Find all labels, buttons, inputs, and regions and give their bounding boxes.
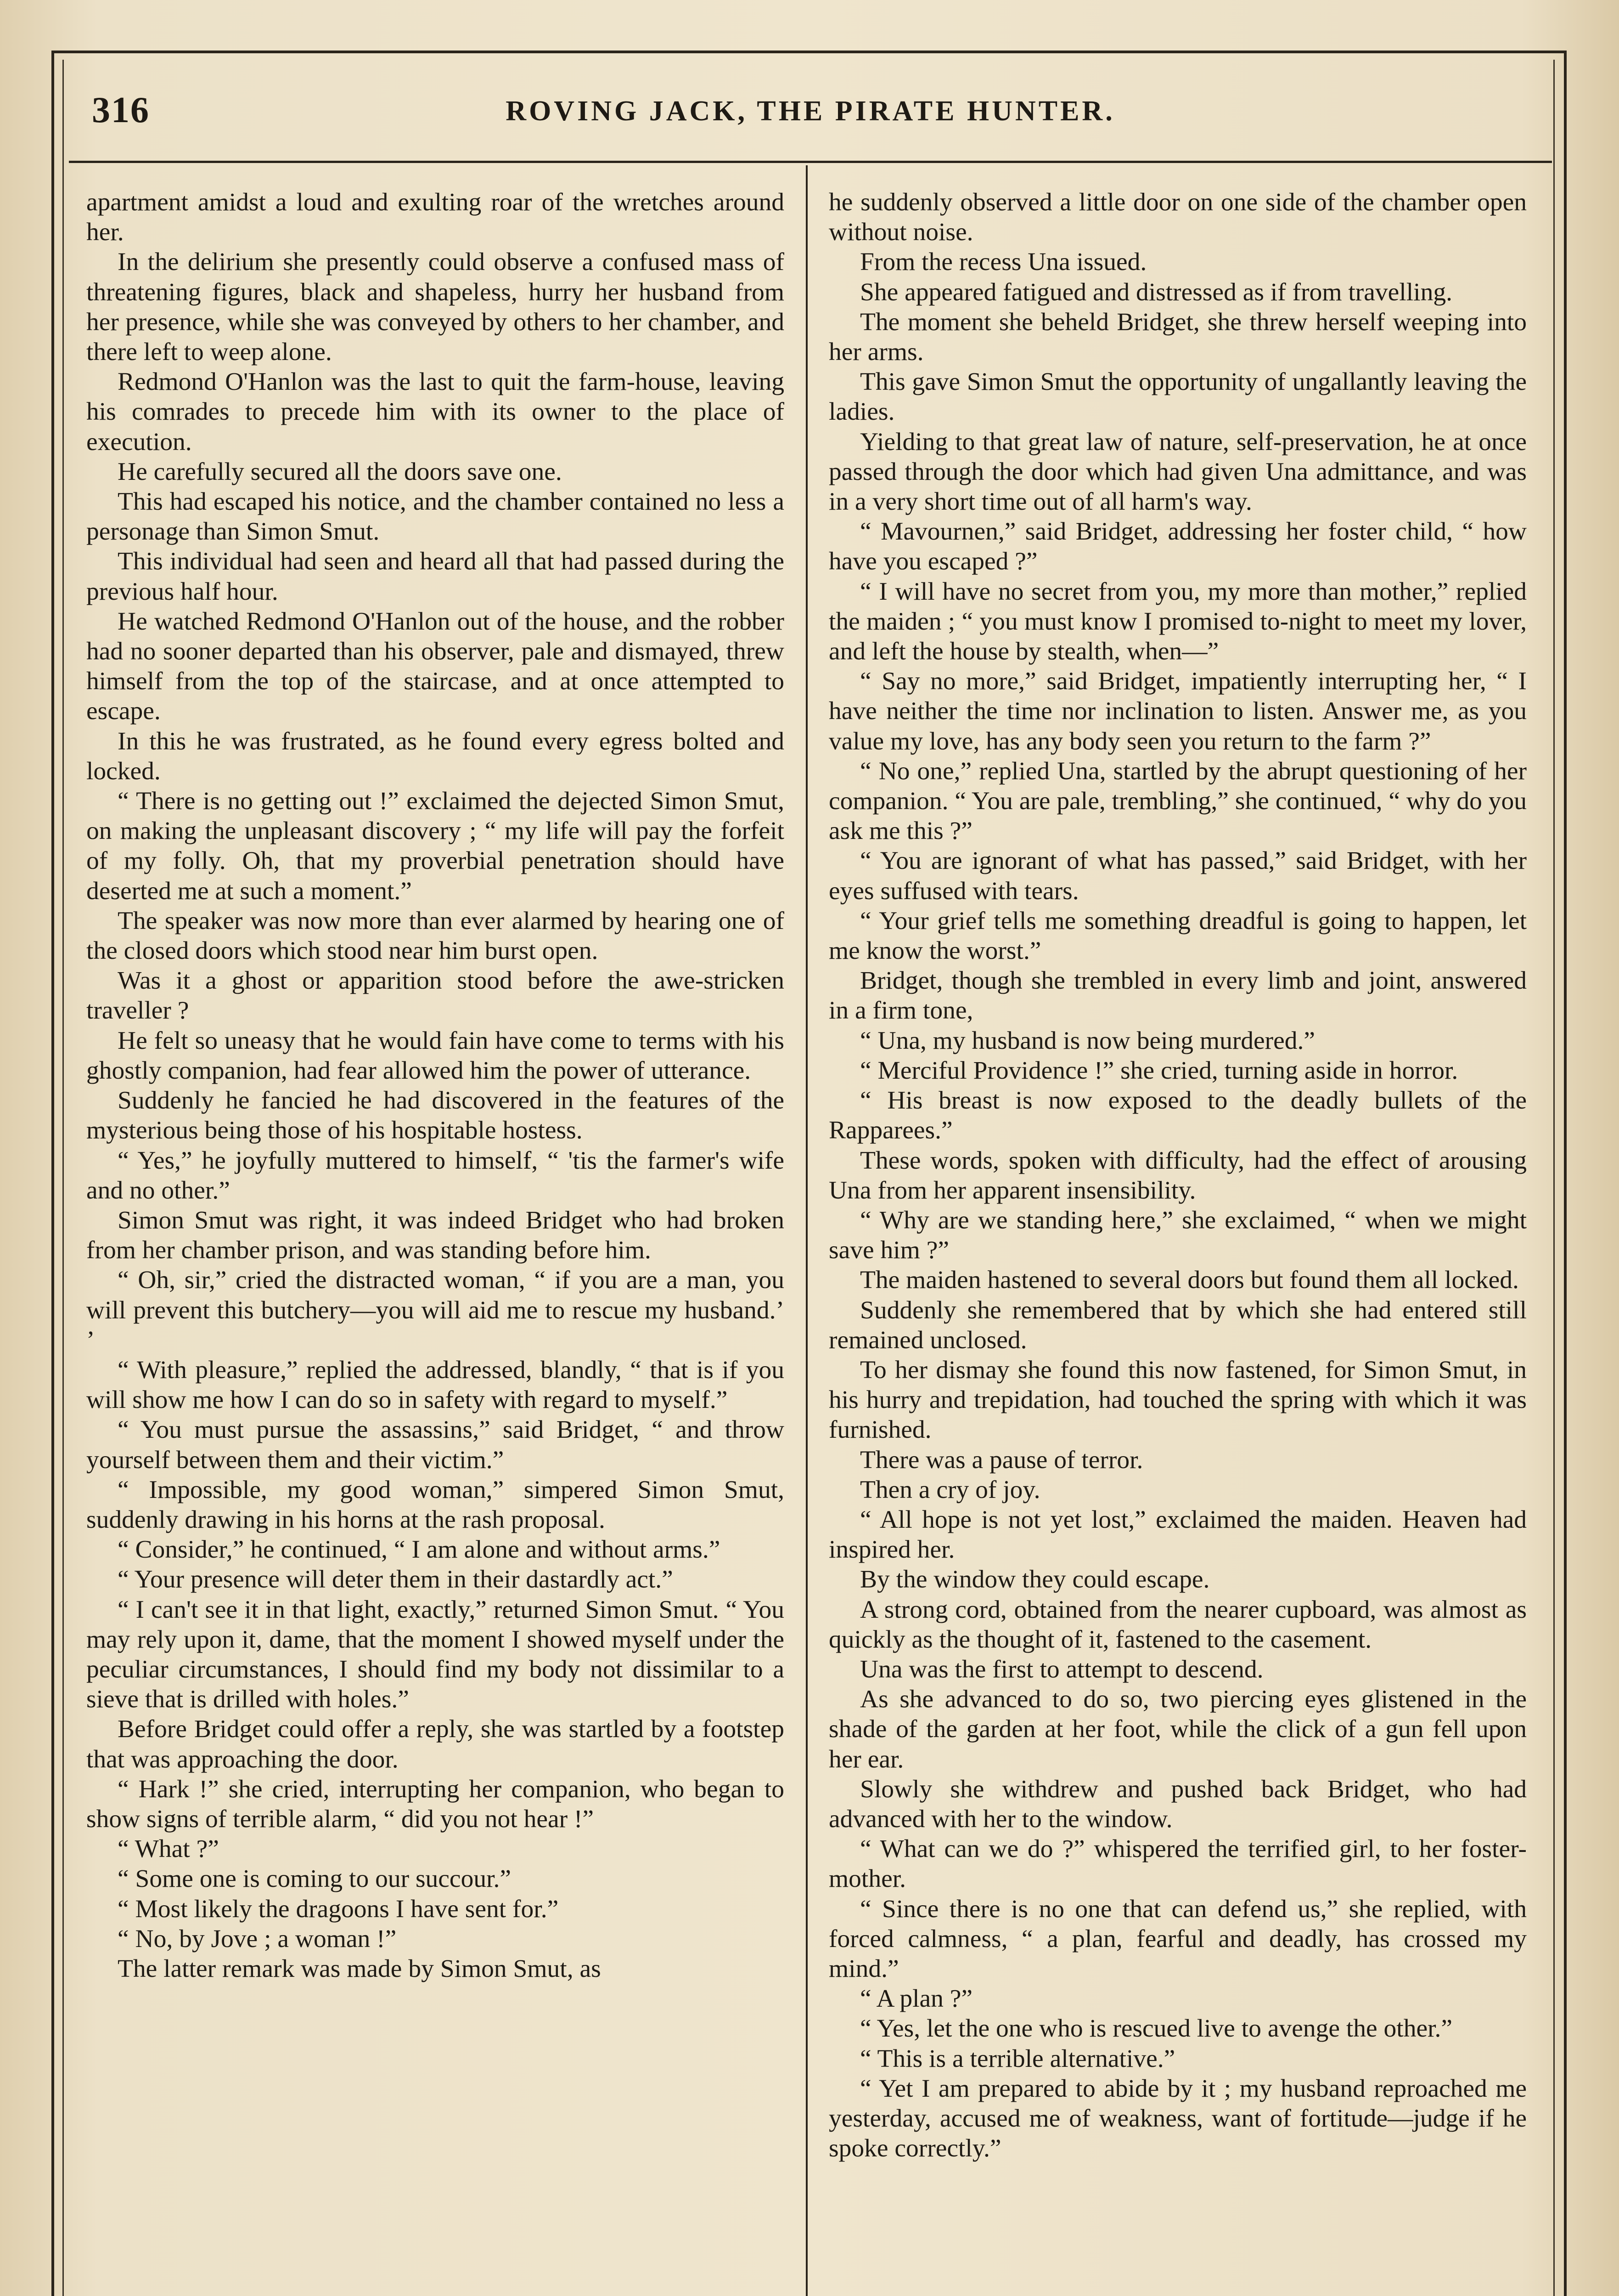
paragraph: She appeared fatigued and distressed as if from travelling. [860,278,1452,306]
paragraph: He felt so uneasy that he would fain have come to terms with his ghostly companion, had fear allowed him the power of utterance. [86,1026,784,1085]
paragraph: apartment amidst a loud and exulting roar of the wretches around her. [86,188,784,247]
paragraph: Suddenly she remembered that by which she had entered still remained unclosed. [829,1296,1527,1354]
paragraph: Bridget, though she trembled in every limb and joint, answered in a firm tone, [829,967,1527,1025]
paragraph: Una was the first to attempt to descend. [860,1655,1264,1683]
paragraph: “ All hope is not yet lost,” exclaimed the maiden. Heaven had inspired her. [829,1505,1527,1564]
paragraph: “ You are ignorant of what has passed,” said Bridget, with her eyes suffused with tears. [829,847,1527,905]
paragraph: “ What can we do ?” whispered the terrified girl, to her foster-mother. [829,1835,1527,1893]
paragraph: There was a pause of terror. [860,1446,1143,1474]
paragraph: “ Say no more,” said Bridget, impatiently interrupting her, “ I have neither the time nor inclination to listen. Answer me, as you value my love, has any body seen you return to the farm ?” [829,667,1527,755]
paragraph: He watched Redmond O'Hanlon out of the house, and the robber had no sooner departed than his observer, pale and dismayed, threw himself from the top of the staircase, and at once attempted to escape. [86,607,784,726]
paragraph: This individual had seen and heard all that had passed during the previous half hour. [86,547,784,606]
paragraph: “ A plan ?” [860,1985,973,2013]
paragraph: “ Yes,” he joyfully muttered to himself, “ 'tis the farmer's wife and no other.” [86,1146,784,1204]
paragraph: “ No, by Jove ; a woman !” [118,1925,397,1953]
paragraph: The latter remark was made by Simon Smut, as [118,1954,601,1983]
page-header [69,85,1552,149]
paragraph: Then a cry of joy. [860,1475,1040,1504]
paragraph: “ Yes, let the one who is rescued live to avenge the other.” [860,2015,1453,2043]
paragraph: This gave Simon Smut the opportunity of ungallantly leaving the ladies. [829,368,1527,426]
paragraph: By the window they could escape. [860,1565,1210,1594]
paragraph: “ His breast is now exposed to the deadly bullets of the Rapparees.” [829,1086,1527,1145]
paragraph: In this he was frustrated, as he found every egress bolted and locked. [86,727,784,785]
paragraph: Redmond O'Hanlon was the last to quit the farm-house, leaving his comrades to precede him with its owner to the place of execution. [86,368,784,456]
paragraph: “ There is no getting out !” exclaimed the dejected Simon Smut, on making the unpleasant discovery ; “ my life will pay the forfeit of my folly. Oh, that my proverbial penetration should have deserted me at such a moment.” [86,787,784,905]
paragraph: He carefully secured all the doors save one. [118,457,562,486]
column-divider [806,165,808,2296]
paragraph: “ I will have no secret from you, my more than mother,” replied the maiden ; “ you must know I promised to-night to meet my lover, and left the house by stealth, when—” [829,577,1527,666]
paragraph: In the delirium she presently could observe a confused mass of threatening figures, black and shapeless, hurry her husband from her presence, while she was conveyed by others to her chamber, and there left to weep alone. [86,248,784,366]
paragraph: “ What ?” [118,1835,219,1863]
paragraph: Was it a ghost or apparition stood before the awe-stricken traveller ? [86,967,784,1025]
paragraph: Slowly she withdrew and pushed back Bridget, who had advanced with her to the window. [829,1775,1527,1833]
paragraph: “ I can't see it in that light, exactly,” returned Simon Smut. “ You may rely upon it, dame, that the moment I showed myself under the peculiar circumstances, I should find my body not dissimilar to a sieve that is drilled with holes.” [86,1595,784,1714]
running-title: ROVING JACK, THE PIRATE HUNTER. [506,96,1115,127]
paragraph: “ Why are we standing here,” she exclaimed, “ when we might save him ?” [829,1206,1527,1265]
header-rule [69,161,1552,163]
paragraph: “ Some one is coming to our succour.” [118,1865,511,1893]
paragraph: “ Hark !” she cried, interrupting her companion, who began to show signs of terrible alarm, “ did you not hear !” [86,1775,784,1833]
paragraph: “ Consider,” he continued, “ I am alone and without arms.” [118,1536,720,1564]
paragraph: “ Merciful Providence !” she cried, turning aside in horror. [860,1056,1458,1085]
paragraph: A strong cord, obtained from the nearer cupboard, was almost as quickly as the thought of it, fastened to the casement. [829,1595,1527,1654]
paragraph: “ Yet I am prepared to abide by it ; my husband reproached me yesterday, accused me of weakness, want of fortitude—judge if he spoke correctly.” [829,2074,1527,2163]
right-column [829,187,1527,2163]
paragraph: These words, spoken with difficulty, had the effect of arousing Una from her apparent insensibility. [829,1146,1527,1204]
paragraph: Suddenly he fancied he had discovered in the features of the mysterious being those of his hospitable hostess. [86,1086,784,1145]
paragraph: This had escaped his notice, and the chamber contained no less a personage than Simon Smut. [86,488,784,546]
paragraph: The maiden hastened to several doors but found them all locked. [860,1266,1519,1294]
paragraph: he suddenly observed a little door on one side of the chamber open without noise. [829,188,1527,247]
paragraph: “ Your grief tells me something dreadful is going to happen, let me know the worst.” [829,906,1527,965]
paragraph: “ You must pursue the assassins,” said Bridget, “ and throw yourself between them and their victim.” [86,1416,784,1474]
paragraph: “ Your presence will deter them in their dastardly act.” [118,1565,673,1594]
left-column [86,187,784,1984]
paragraph: Simon Smut was right, it was indeed Bridget who had broken from her chamber prison, and was standing before him. [86,1206,784,1265]
paragraph: “ This is a terrible alternative.” [860,2044,1175,2073]
paragraph: “ Impossible, my good woman,” simpered Simon Smut, suddenly drawing in his horns at the rash proposal. [86,1475,784,1534]
paragraph: Before Bridget could offer a reply, she was startled by a footstep that was approaching the door. [86,1715,784,1773]
paragraph: From the recess Una issued. [860,248,1147,276]
paragraph: To her dismay she found this now fastened, for Simon Smut, in his hurry and trepidation, had touched the spring with which it was furnished. [829,1356,1527,1444]
paragraph: Yielding to that great law of nature, self-preservation, he at once passed through the door which had given Una admittance, and was in a very short time out of all harm's way. [829,428,1527,516]
paragraph: The moment she beheld Bridget, she threw herself weeping into her arms. [829,308,1527,366]
paragraph: “ Oh, sir,” cried the distracted woman, “ if you are a man, you will prevent this butchery—you will aid me to rescue my husband.’ ’ [86,1266,784,1354]
paragraph: “ Since there is no one that can defend us,” she replied, with forced calmness, “ a plan, fearful and deadly, has crossed my mind.” [829,1895,1527,1983]
paragraph: “ Una, my husband is now being murdered.” [860,1026,1315,1055]
page-number: 316 [92,90,150,130]
paragraph: As she advanced to do so, two piercing eyes glistened in the shade of the garden at her foot, while the click of a gun fell upon her ear. [829,1685,1527,1773]
paragraph: The speaker was now more than ever alarmed by hearing one of the closed doors which stood near him burst open. [86,906,784,965]
paragraph: “ No one,” replied Una, startled by the abrupt questioning of her companion. “ You are pale, trembling,” she continued, “ why do you ask me this ?” [829,757,1527,845]
paragraph: “ Mavournen,” said Bridget, addressing her foster child, “ how have you escaped ?” [829,518,1527,576]
paragraph: “ With pleasure,” replied the addressed, blandly, “ that is if you will show me how I can do so in safety with regard to myself.” [86,1356,784,1414]
paragraph: “ Most likely the dragoons I have sent for.” [118,1895,559,1923]
